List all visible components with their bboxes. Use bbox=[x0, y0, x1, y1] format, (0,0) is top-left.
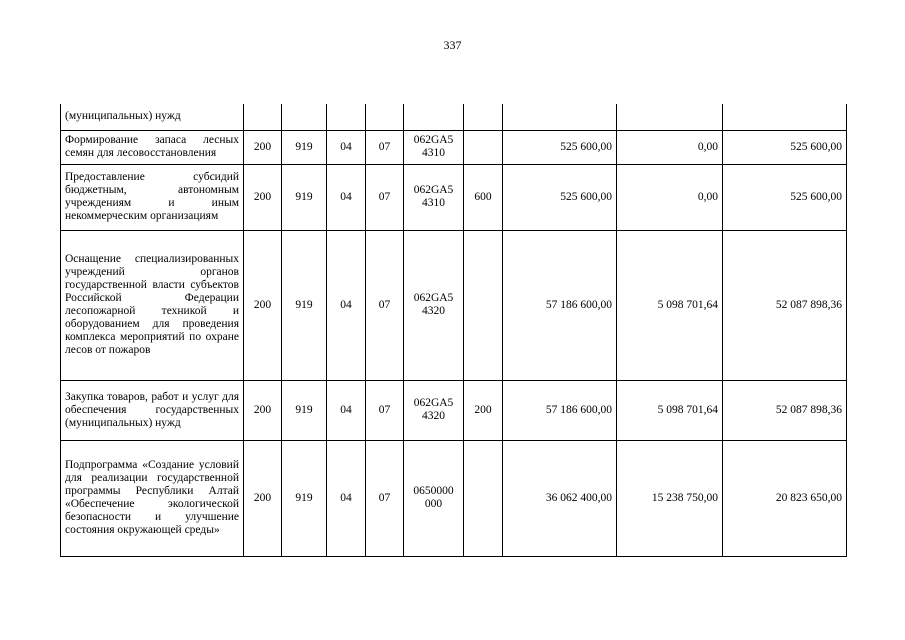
target-article-cell bbox=[404, 104, 464, 130]
amount-remaining-cell bbox=[723, 104, 847, 130]
amount-remaining-cell: 525 600,00 bbox=[723, 130, 847, 164]
page-number: 337 bbox=[443, 38, 462, 52]
amount-executed-cell: 0,00 bbox=[617, 130, 723, 164]
table-row bbox=[61, 104, 847, 130]
amount-executed-cell: 15 238 750,00 bbox=[617, 440, 723, 556]
code-cell: 200 bbox=[244, 164, 282, 230]
amount-planned-cell: 57 186 600,00 bbox=[503, 380, 617, 440]
ministry-code-cell: 919 bbox=[282, 440, 327, 556]
amount-remaining-cell: 52 087 898,36 bbox=[723, 230, 847, 380]
amount-executed-cell: 5 098 701,64 bbox=[617, 230, 723, 380]
expense-type-cell: 200 bbox=[464, 380, 503, 440]
description-cell: Оснащение специализированных учреждений органов государственной власти субъектов Российской Федерации лесопожарной техникой и оборудованием для проведения комплекса мероприятий по охране лесов от пожаров bbox=[61, 230, 244, 380]
code-cell: 200 bbox=[244, 380, 282, 440]
section-cell: 04 bbox=[327, 230, 366, 380]
amount-executed-cell: 5 098 701,64 bbox=[617, 380, 723, 440]
expense-type-cell bbox=[464, 130, 503, 164]
subsection-cell: 07 bbox=[366, 380, 404, 440]
table-row bbox=[61, 380, 847, 440]
section-cell: 04 bbox=[327, 380, 366, 440]
description-cell: Подпрограмма «Создание условий для реализации государственной программы Республики Алтай «Обеспечение экологической безопасности и улучшение состояния окружающей среды» bbox=[61, 440, 244, 556]
target-article-cell: 062GA5 4310 bbox=[404, 130, 464, 164]
table-row bbox=[61, 230, 847, 380]
amount-remaining-cell: 525 600,00 bbox=[723, 164, 847, 230]
expense-type-cell bbox=[464, 104, 503, 130]
section-cell: 04 bbox=[327, 164, 366, 230]
amount-planned-cell: 525 600,00 bbox=[503, 130, 617, 164]
target-article-cell: 062GA5 4320 bbox=[404, 380, 464, 440]
code-cell bbox=[244, 104, 282, 130]
description-cell: Закупка товаров, работ и услуг для обеспечения государственных (муниципальных) нужд bbox=[61, 380, 244, 440]
amount-planned-cell: 525 600,00 bbox=[503, 164, 617, 230]
expense-type-cell bbox=[464, 440, 503, 556]
ministry-code-cell: 919 bbox=[282, 380, 327, 440]
amount-executed-cell bbox=[617, 104, 723, 130]
ministry-code-cell: 919 bbox=[282, 230, 327, 380]
description-cell: Предоставление субсидий бюджетным, автономным учреждениям и иным некоммерческим организациям bbox=[61, 164, 244, 230]
amount-executed-cell: 0,00 bbox=[617, 164, 723, 230]
table-row bbox=[61, 164, 847, 230]
target-article-cell: 0650000 000 bbox=[404, 440, 464, 556]
ministry-code-cell: 919 bbox=[282, 164, 327, 230]
section-cell bbox=[327, 104, 366, 130]
subsection-cell: 07 bbox=[366, 130, 404, 164]
expense-type-cell bbox=[464, 230, 503, 380]
amount-remaining-cell: 20 823 650,00 bbox=[723, 440, 847, 556]
ministry-code-cell: 919 bbox=[282, 130, 327, 164]
section-cell: 04 bbox=[327, 130, 366, 164]
table-row bbox=[61, 440, 847, 556]
target-article-cell: 062GA5 4310 bbox=[404, 164, 464, 230]
subsection-cell: 07 bbox=[366, 164, 404, 230]
target-article-cell: 062GA5 4320 bbox=[404, 230, 464, 380]
code-cell: 200 bbox=[244, 130, 282, 164]
description-cell: (муниципальных) нужд bbox=[61, 104, 244, 130]
amount-planned-cell: 36 062 400,00 bbox=[503, 440, 617, 556]
subsection-cell: 07 bbox=[366, 440, 404, 556]
subsection-cell bbox=[366, 104, 404, 130]
subsection-cell: 07 bbox=[366, 230, 404, 380]
code-cell: 200 bbox=[244, 230, 282, 380]
table-row bbox=[61, 130, 847, 164]
code-cell: 200 bbox=[244, 440, 282, 556]
description-cell: Формирование запаса лесных семян для лесовосстановления bbox=[61, 130, 244, 164]
ministry-code-cell bbox=[282, 104, 327, 130]
amount-planned-cell: 57 186 600,00 bbox=[503, 230, 617, 380]
budget-table bbox=[60, 104, 847, 557]
section-cell: 04 bbox=[327, 440, 366, 556]
expense-type-cell: 600 bbox=[464, 164, 503, 230]
amount-planned-cell bbox=[503, 104, 617, 130]
amount-remaining-cell: 52 087 898,36 bbox=[723, 380, 847, 440]
